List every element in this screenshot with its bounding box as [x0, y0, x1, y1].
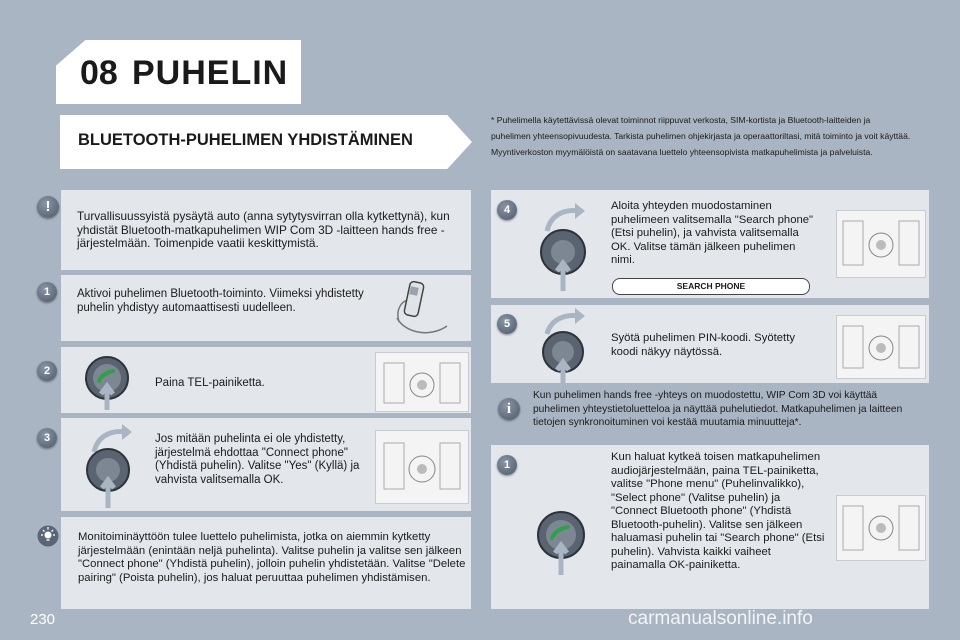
- step-4-text: Aloita yhteyden muodostaminen puhelimeen valitsemalla "Search phone" (Etsi puhelin), ja vahvista valitsemalla OK. Valitse tämän jälkeen puhelimen nimi.: [611, 200, 814, 266]
- lightbulb-icon: [37, 525, 59, 547]
- ok-button-press-icon: [80, 420, 142, 510]
- step-badge: 1: [497, 455, 517, 475]
- radio-unit-illustration: [836, 495, 926, 561]
- exclamation-icon: !: [37, 196, 59, 218]
- search-phone-button[interactable]: SEARCH PHONE: [612, 278, 810, 295]
- step-badge: 1: [37, 282, 57, 302]
- ok-button-press-icon: [533, 197, 595, 292]
- step-badge: 3: [37, 428, 57, 448]
- step-2-text: Paina TEL-painiketta.: [155, 377, 265, 389]
- ok-button-press-icon: [533, 306, 595, 386]
- page-number: 230: [30, 611, 56, 628]
- chapter-number: 08: [80, 54, 118, 92]
- radio-unit-illustration: [375, 430, 469, 504]
- step-3-text: Jos mitään puhelinta ei ole yhdistetty, järjestelmä ehdottaa "Connect phone" (Yhdistä puhelin). Valitse "Yes" (Kyllä) ja vahvista valitsemalla OK.: [155, 433, 360, 486]
- step-5-text: Syötä puhelimen PIN-koodi. Syötetty koodi näkyy näytössä.: [611, 332, 795, 358]
- radio-unit-illustration: [375, 352, 469, 412]
- section-title: BLUETOOTH-PUHELIMEN YHDISTÄMINEN: [78, 131, 413, 149]
- chapter-title: PUHELIN: [132, 54, 289, 92]
- radio-unit-illustration: [836, 210, 926, 278]
- step-badge: 5: [497, 314, 517, 334]
- info-icon: i: [498, 398, 520, 420]
- tel-button-press-icon: [84, 350, 130, 412]
- warning-text: Turvallisuussyistä pysäytä auto (anna sytytysvirran olla kytkettynä), kun yhdistät Bluetooth-matkapuhelimen WIP Com 3D -laitteen hands free -järjestelmään. Toimenpide vaatii keskittymistä.: [77, 209, 450, 250]
- phone-in-hand-icon: [385, 278, 455, 340]
- radio-unit-illustration: [836, 315, 926, 379]
- info-text: Kun puhelimen hands free -yhteys on muodostettu, WIP Com 3D voi käyttää puhelimen yhteystietoluetteloa ja näyttää puhelutiedot. Matkapuhelimen ja laitteen tietojen synkronoituminen voi kestää muutamia minuutteja*.: [533, 390, 903, 428]
- footnote: * Puhelimella käytettävissä olevat toiminnot riippuvat verkosta, SIM-kortista ja Bluetooth-laitteiden ja puhelimen yhteensopivuudesta. Tarkista puhelimen ohjekirjasta ja operaattoriltasi, mitä toiminto ja voit käyttää. Myyntiverkoston myymälöistä on saatavana luettelo yhteensopivista matkapuhelimista ja palveluista.: [491, 115, 911, 157]
- step-1-text: Aktivoi puhelimen Bluetooth-toiminto. Viimeksi yhdistetty puhelin yhdistyy automaattisesti uudelleen.: [77, 288, 364, 314]
- watermark: carmanualsonline.info: [628, 608, 813, 629]
- tip-text: Monitoiminäyttöön tulee luettelo puhelimista, jotka on aiemmin kytketty järjestelmään (enintään neljä puhelinta). Valitse puhelin ja valitse sen jälkeen "Connect phone" (Yhdistä puhelin), jolloin puhelin yhdistetään. Valitse "Delete pairing" (Poista puhelin), jos haluat peruuttaa puhelimen yhdistämisen.: [78, 531, 466, 584]
- connect-another-phone-text: Kun haluat kytkeä toisen matkapuhelimen audiojärjestelmään, paina TEL-painiketta, valitse "Phone menu" (Puhelinvalikko), "Select phone" (Valitse puhelin) ja "Connect Bluetooth phone" (Yhdistä Bluetooth-puhelin). Valitse sen jälkeen haluamasi puhelin tai "Search phone" (Etsi puhelin). Vahvista kaikki vaiheet painamalla OK-painiketta.: [611, 451, 825, 571]
- step-badge: 4: [497, 200, 517, 220]
- tel-button-press-icon: [536, 505, 586, 577]
- step-badge: 2: [37, 361, 57, 381]
